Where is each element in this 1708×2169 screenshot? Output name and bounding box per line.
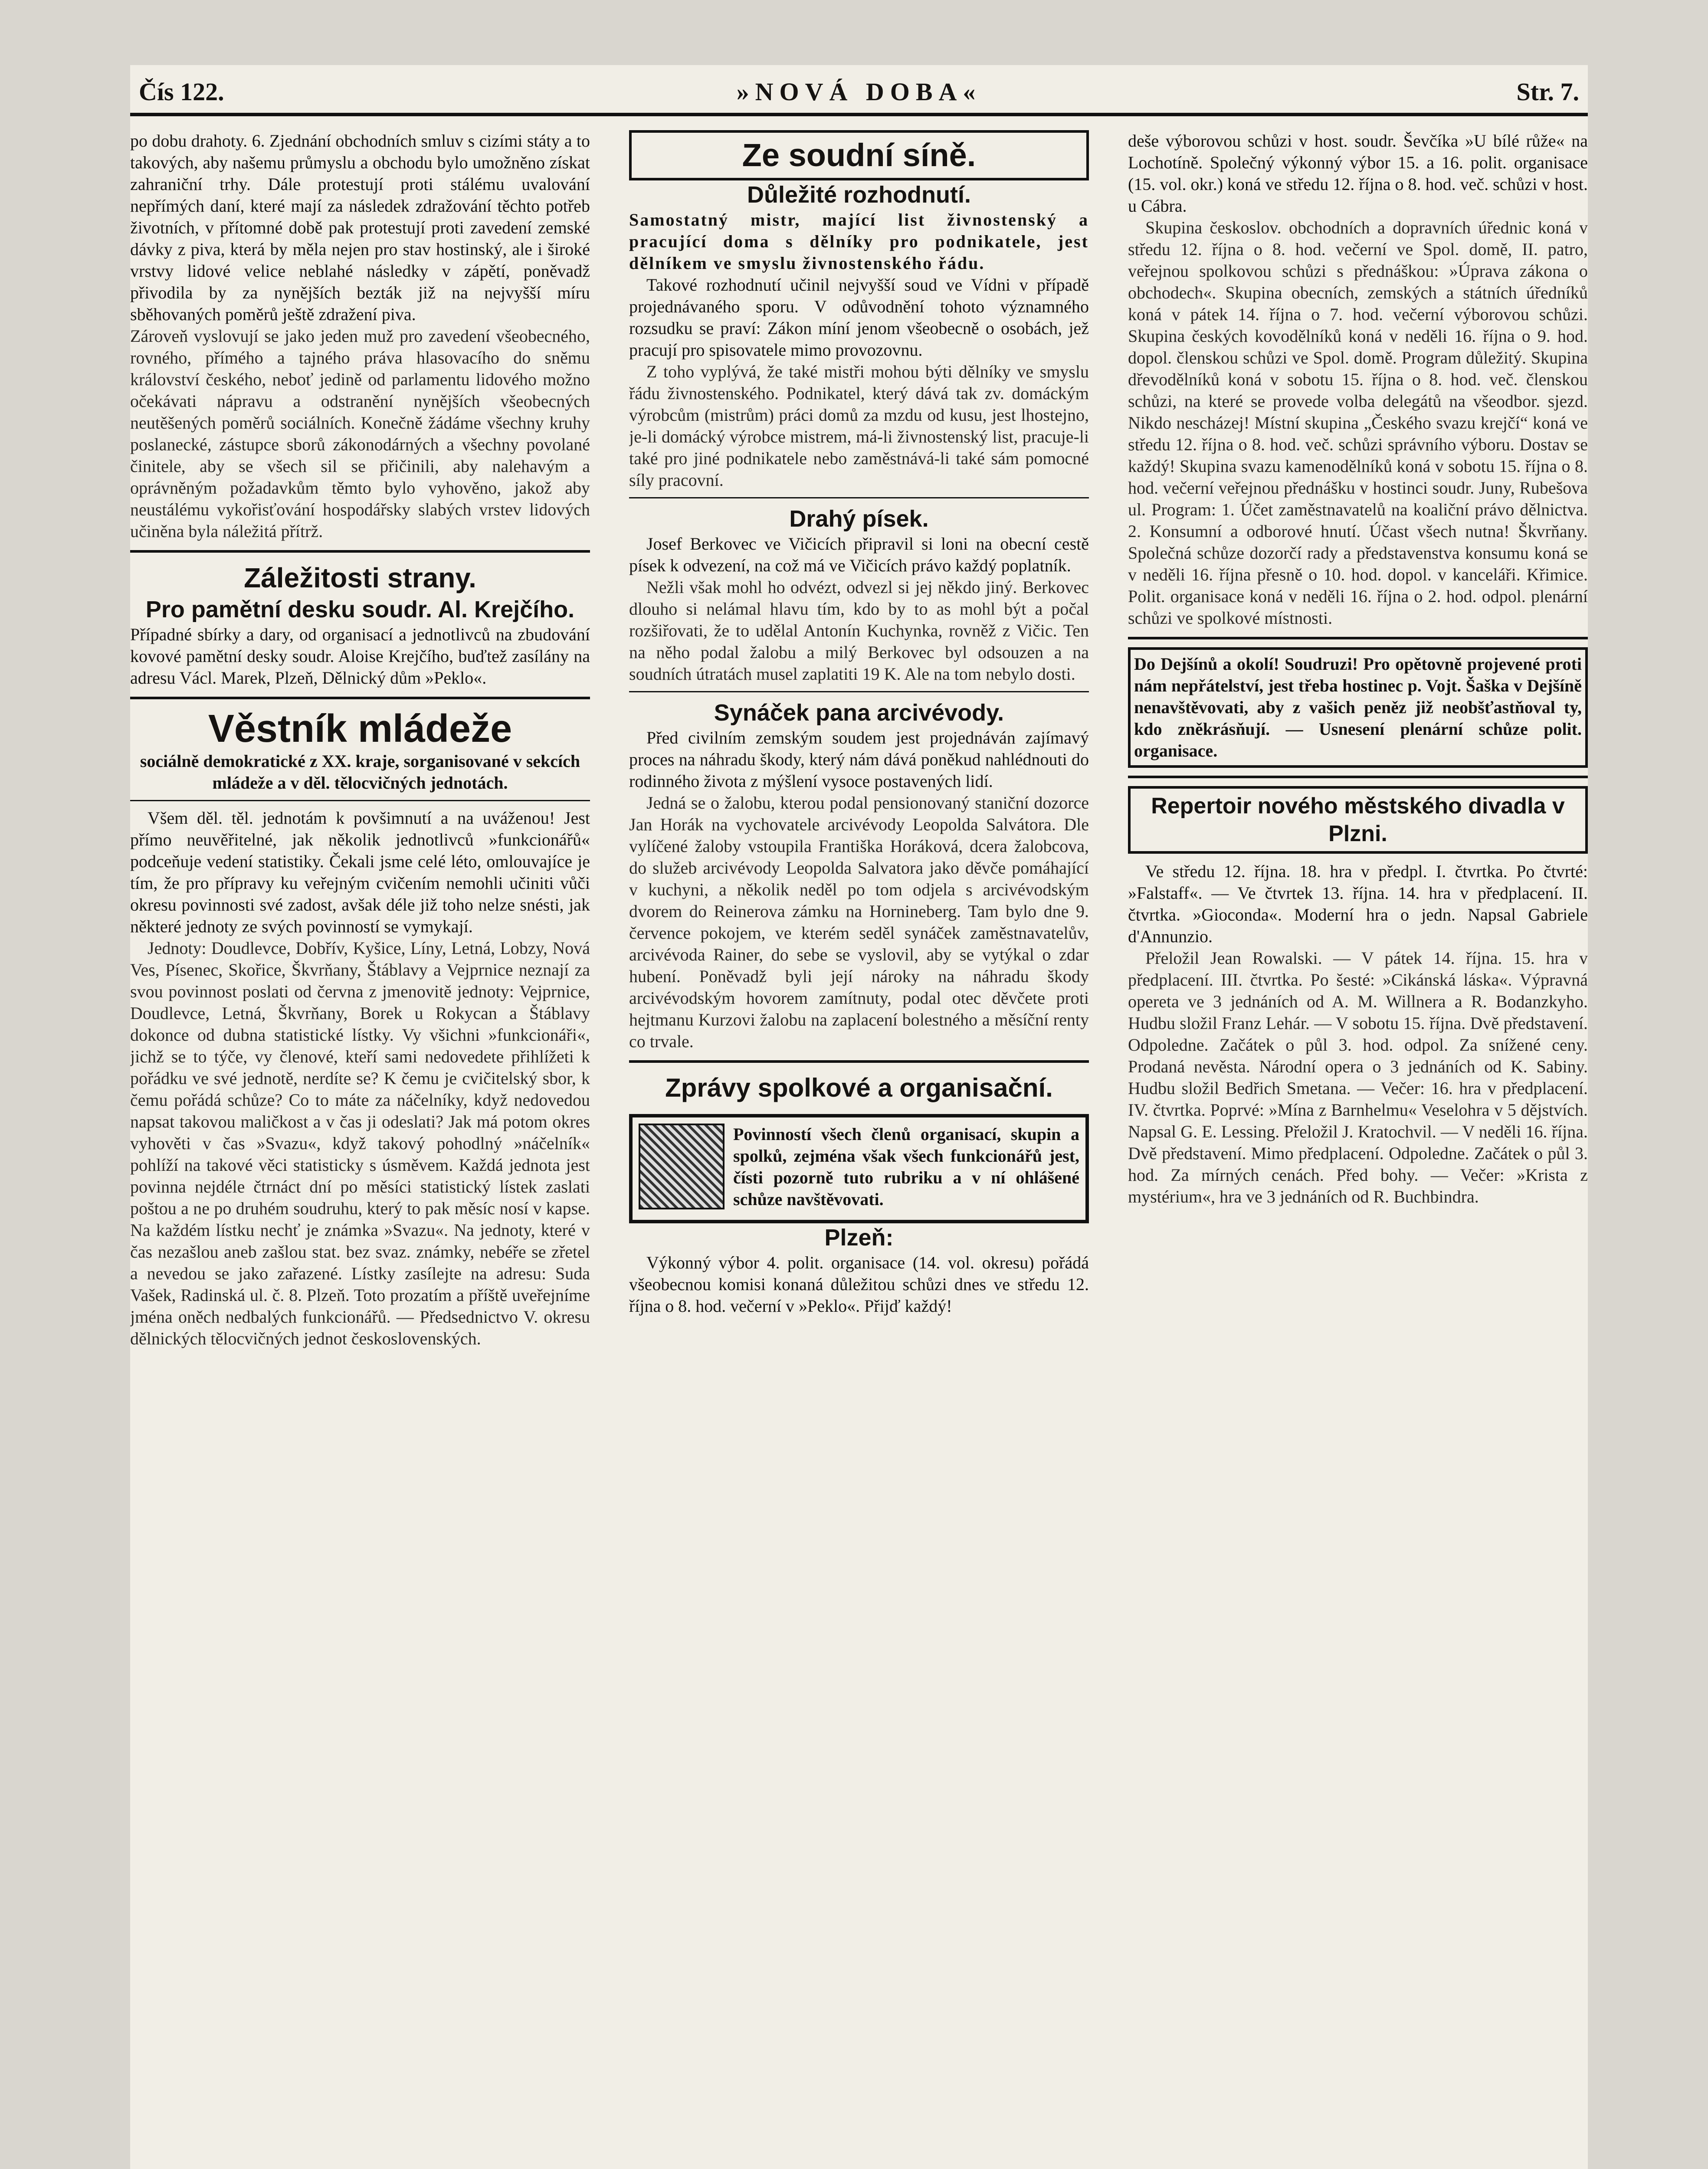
warning-notice-text: Do Dejšínů a okolí! Soudruzi! Pro opětovně projevené proti nám nepřátelství, jest třeba hostinec p. Vojt. Šaška v Dejšíně nenavštěvovati, aby z vašich peněz již neobšťastňoval ty, kdo zněkrásňují. — Usnesení plenární schůze polit. organisace. [1134, 654, 1582, 760]
section-heading-soudni: Ze soudní síně. [742, 137, 976, 173]
notice-emblem-image [639, 1124, 725, 1209]
divider [629, 691, 1089, 692]
intro-paragraph: po dobu drahoty. 6. Zjednání obchodních smluv s cizími státy a to takových, aby našemu průmyslu a obchodu bylo umožněno získat zahraniční trhy. Dále protestují proti stálému uvalování nepřímých daní, které mají za následek zdražování těchto potřeb životních, v přítomné době pak protestují proti zavedení zemské dávky z piva, která by měla nejen pro stav hostinský, ale i široké vrstvy lidové velice neblahé následky v zápětí, poněvadž přivodila by za nynějších bezták již na nejvyšší míru sběhovaných poměrů ještě zdražení piva. [130, 131, 590, 324]
column-1 [130, 130, 590, 2169]
plzen-text: Výkonný výbor 4. polit. organisace (14. vol. okresu) pořádá všeobecnou komisi konaná důležitou schůzi dnes ve středu 12. října o 8. hod. večerní v »Peklo«. Přijď každý! [629, 1253, 1089, 1316]
section-heading-zpravy: Zprávy spolkové a organisační. [665, 1073, 1053, 1102]
section-rule [1128, 776, 1588, 778]
article-heading-synacek: Synáček pana arcivévody. [714, 700, 1004, 726]
divider [629, 497, 1089, 498]
section-heading-vestnik: Věstník mládeže [208, 707, 512, 750]
theatre-section-box [1128, 786, 1588, 854]
section-rule [130, 550, 590, 553]
filler-text: Zároveň vyslovují se jako jeden muž pro zavedení všeobecného, rovného, přímého a tajného práva hlasovacího do sněmu království českého, neboť jedině od parlamentu lidového možno očekávati nápravu a odstranění nynějších všeobecných neutěšených poměrů sociálních. Konečně žádáme všechny kruhy poslanecké, zástupce sborů zákonodárných a všechny povolané činitele, aby se všech sil se přičinili, aby nalehavým a oprávněným požadavkům těmto bylo vyhověno, jakož aby neustálému vykořisťování hospodářsky slabých vrstev lidových učiněna byla náležitá přítrž. [130, 326, 590, 541]
filler-text: Přeložil Jean Rowalski. — V pátek 14. října. 15. hra v předplacení. III. čtvrtka. Po šesté: »Cikánská láska«. Výpravná opereta ve 3 jednáních od A. M. Willnera a R. Bodanzkyho. Hudbu složil Franz Lehár. — V sobotu 15. října. Dvě představení. Odpoledne. Začátek o půl 3. hod. odpol. Za snížené ceny. Prodaná nevěsta. Národní opera o 3 jednáních od K. Sabiny. Hudbu složil Bedřich Smetana. — Večer: 16. hra v předplacení. IV. čtvrtka. Poprvé: »Mína z Barnhelmu« Veselohra v 5 dějstvích. Napsal G. E. Lessing. Přeložil J. Kratochvil. — V neděli 16. října. Dvě představení. Mimo předplacení. Odpoledne. Začátek o půl 3. hod. Za mírných cenách. Před bohy. — Večer: »Krista z mystérium«, hra ve 3 jednáních od R. Buchbindra. [1128, 948, 1588, 1206]
warning-notice-box [1128, 647, 1588, 768]
vestnik-subtitle: sociálně demokratické z XX. kraje, sorganisované v sekcích mládeže a v děl. tělocvičných jednotách. [140, 751, 580, 793]
deska-text: Případné sbírky a dary, od organisací a jednotlivců na zbudování kovové pamětní desky soudr. Aloise Krejčího, buďtež zasílány na adresu Václ. Marek, Plzeň, Dělnický dům »Peklo«. [130, 625, 590, 688]
section-rule [130, 697, 590, 699]
rozhodnuti-lead: Samostatný mistr, mající list živnostenský a pracující doma s dělníky pro podnikatele, jest dělníkem ve smyslu živnostenského řádu. [629, 210, 1089, 273]
section-rule [1128, 637, 1588, 639]
page-header [130, 65, 1588, 116]
filler-text: Jednoty: Doudlevce, Dobřív, Kyšice, Líny, Letná, Lobzy, Nová Ves, Písenec, Skořice, Škvrňany, Štáblavy a Vejprnice neznají za svou povinnost poslati od června z jmenovitě jednoty: Vejprnice, Doudlevce, Letná, Škvrňany, Borek u Rokycan a Štáblavy dokonce od dubna statistické lístky. Vy všichni »funkcionáři«, jichž se to týče, vy členové, kteří sami nedovedete přihlížeti k pořádku ve své jednotě, nerdíte se? K čemu je cvičitelský sbor, k čemu pořádá schůze? Co to máte za náčelníky, když nedovedou napsat takovou maličkost a v čas ji odeslati? Jak má potom okres vyhověti v čas »Svazu«, když takový pohodlný »náčelník« pohlíží na takové věci statisticky s úsměvem. Každá jednota jest povinna nejdéle čtrnáct dní po měsíci statistický lístek zaslati poštou a ne po druhém soudruhu, který to pak měsíc nosí v kapse. Na každém lístku nechť je známka »Svazu«. Na jednoty, které v čas nezašlou aneb zašlou stat. bez svaz. známky, nebéře se zřetel a nevedou se jako zařazené. Lístky zasílejte na adresu: Suda Vašek, Radinská ul. č. 8. Plzeň. Toto prozatím a příště uveřejníme jména oněch nedbalých funkcionářů. — Předsednictvo V. okresu dělnických tělocvičných jednot československých. [130, 938, 590, 1348]
court-section-box [629, 130, 1089, 180]
newspaper-page [130, 65, 1588, 2169]
meetings-top-text: deše výborovou schůzi v host. soudr. Ševčíka »U bílé růže« na Lochotíně. Společný výkonný výbor 15. a 16. polit. organisace (15. vol. okr.) koná ve středu 12. října o 8. hod. več. schůzi v host. u Cábra. [1128, 131, 1588, 216]
repertoir-text: Ve středu 12. října. 18. hra v předpl. I. čtvrtka. Po čtvrté: »Falstaff«. — Ve čtvrtek 13. října. 14. hra v předplacení. II. čtvrtka. »Gioconda«. Moderní hra o jedn. Napsal Gabriele d'Annunzio. [1128, 862, 1588, 946]
vestnik-text: Všem děl. těl. jednotám k povšimnutí a na uváženou! Jest přímo neuvěřitelné, jak několik jednotlivců »funkcionářů« podceňuje vedení statistiky. Čekali jsme celé léto, omlouvajíce je tím, že pro přípravy ku veřejným cvičením nemohli učiniti vůči okresu povinnosti své zadost, avšak déle již toho nelze snésti, jak některé jednoty ze svých povinností se vymykají. [130, 808, 590, 936]
filler-text: Nežli však mohl ho odvézt, odvezl si jej někdo jiný. Berkovec dlouho si nelámal hlavu tím, kdo by to as mohl být a počal rozšiřovati, že to udělal Antonín Kuchynka, rovněž z Vičic. Ten na něho podal žalobu a milý Berkovec byl odsouzen a na soudních útratách musel zaplatiti 19 K. Ale na tom nebylo dosti. [629, 577, 1089, 684]
filler-text: Z toho vyplývá, že také mistři mohou býti dělníky ve smyslu řádu živnostenského. Podnikatel, který dává tak zv. domáckým výrobcům (mistrům) práci domů za mzdu od kusu, jest lhostejno, je-li domácký výrobce mistrem, má-li živnostenský list, pracuje-li také pro jiné podnikatele nebo zaměstnává-li také sám pomocné síly pracovní. [629, 362, 1089, 490]
notice-text: Povinností všech členů organisací, skupin a spolků, zejména však všech funkcionářů jest, čísti pozorně tuto rubriku a v ní ohlášené schůze navštěvovati. [733, 1124, 1079, 1209]
masthead-title: »NOVÁ DOBA« [736, 78, 982, 106]
article-heading-pisek: Drahý písek. [789, 506, 929, 532]
synacek-text: Před civilním zemským soudem jest projednáván zajímavý proces na náhradu škody, který nám dává poněkud nahlédnouti do rodinného života z mýšlení vysoce postavených lidí. [629, 728, 1089, 791]
divider [130, 800, 590, 801]
column-3 [1128, 130, 1588, 2169]
notice-box [629, 1114, 1089, 1223]
section-heading-strany: Záležitosti strany. [244, 562, 476, 593]
article-heading-rozhodnuti: Důležité rozhodnutí. [747, 182, 971, 208]
page-number: Str. 7. [1516, 78, 1579, 106]
filler-text: Jedná se o žalobu, kterou podal pensionovaný staniční dozorce Jan Horák na vychovatele arcivévody Leopolda Salvátora. Dle vylíčené žaloby vstoupila Františka Horáková, dcera žalobcova, do služeb arcivévody Leopolda Salvatora jako děvče pomáhající v kuchyni, a několik neděl po tom odjela s arcivévodským dvorem do Reinerova zámku na Hornineberg. Tam bylo dne 9. července pokojem, ve kterém seděl synáček zaměstnavatelův, arcivévoda Rainer, do sebe se vyslovil, aby se vytýkal o zdar hubení. Poněvadž byli její nároky na náhradu škody arcivévodským hovorem zamítnuty, podal otec děvčete proti hejtmanu Kurzovi žalobu na zaplacení bolestného a měsíční renty co trvale. [629, 793, 1089, 1051]
pisek-text: Josef Berkovec ve Vičicích připravil si loni na obecní cestě písek k odvezení, na což má ve Vičicích právo každý poplatník. [629, 534, 1089, 575]
rozhodnuti-text: Takové rozhodnutí učinil nejvyšší soud ve Vídni v případě projednávaného sporu. V odůvodnění tohoto významného rozsudku se praví: Zákon míní jenom všeobecně o osobách, jež pracují pro spisovatele mimo provozovnu. [629, 275, 1089, 360]
column-2 [629, 130, 1089, 2169]
filler-text: Skupina českoslov. obchodních a dopravních úřednic koná v středu 12. října o 8. hod. večerní ve Spol. domě, II. patro, veřejnou spolkovou schůzi s přednáškou: »Úprava zákona o obchodech«. Skupina obecních, zemských a státních úředníků koná v pátek 14. října o 7. hod. večerní výborovou schůzi. Skupina českých kovodělníků koná v neděli 16. října o 9. hod. dopol. členskou schůzi ve Spol. domě. Program důležitý. Skupina dřevodělníků koná v sobotu 15. října o 8. hod. več. členskou schůzi, na které se provede volba delegátů na všeodbor. sjezd. Nikdo nescházej! Místní skupina „Českého svazu krejčí“ koná ve středu 12. října o 8. hod. več. schůzi správního výboru. Dostav se každý! Skupina svazu kamenodělníků koná v sobotu 15. října o 8. hod. večerní veřejnou přednášku v hostinci soudr. Juny, Rubešova ul. Program: 1. Účet zaměstnavatelů na koaliční právo dělnictva. 2. Konsumní a odborové hnutí. Účast všech nutna! Škvrňany. Společná schůze dozorčí rady a představenstva konsumu koná se v neděli 16. října přesně o 10. hod. dopol. v kanceláři. Křimice. Polit. organisace koná v neděli 16. října o 2. hod. odpol. plenární schůzi ve spolkové místnosti. [1128, 218, 1588, 628]
issue-number: Čís 122. [139, 78, 224, 106]
article-heading-deska: Pro pamětní desku soudr. Al. Krejčího. [145, 596, 575, 623]
section-rule [629, 1060, 1089, 1063]
section-heading-repertoir: Repertoir nového městského divadla v Plzni. [1151, 793, 1565, 846]
city-heading-plzen: Plzeň: [824, 1225, 894, 1251]
